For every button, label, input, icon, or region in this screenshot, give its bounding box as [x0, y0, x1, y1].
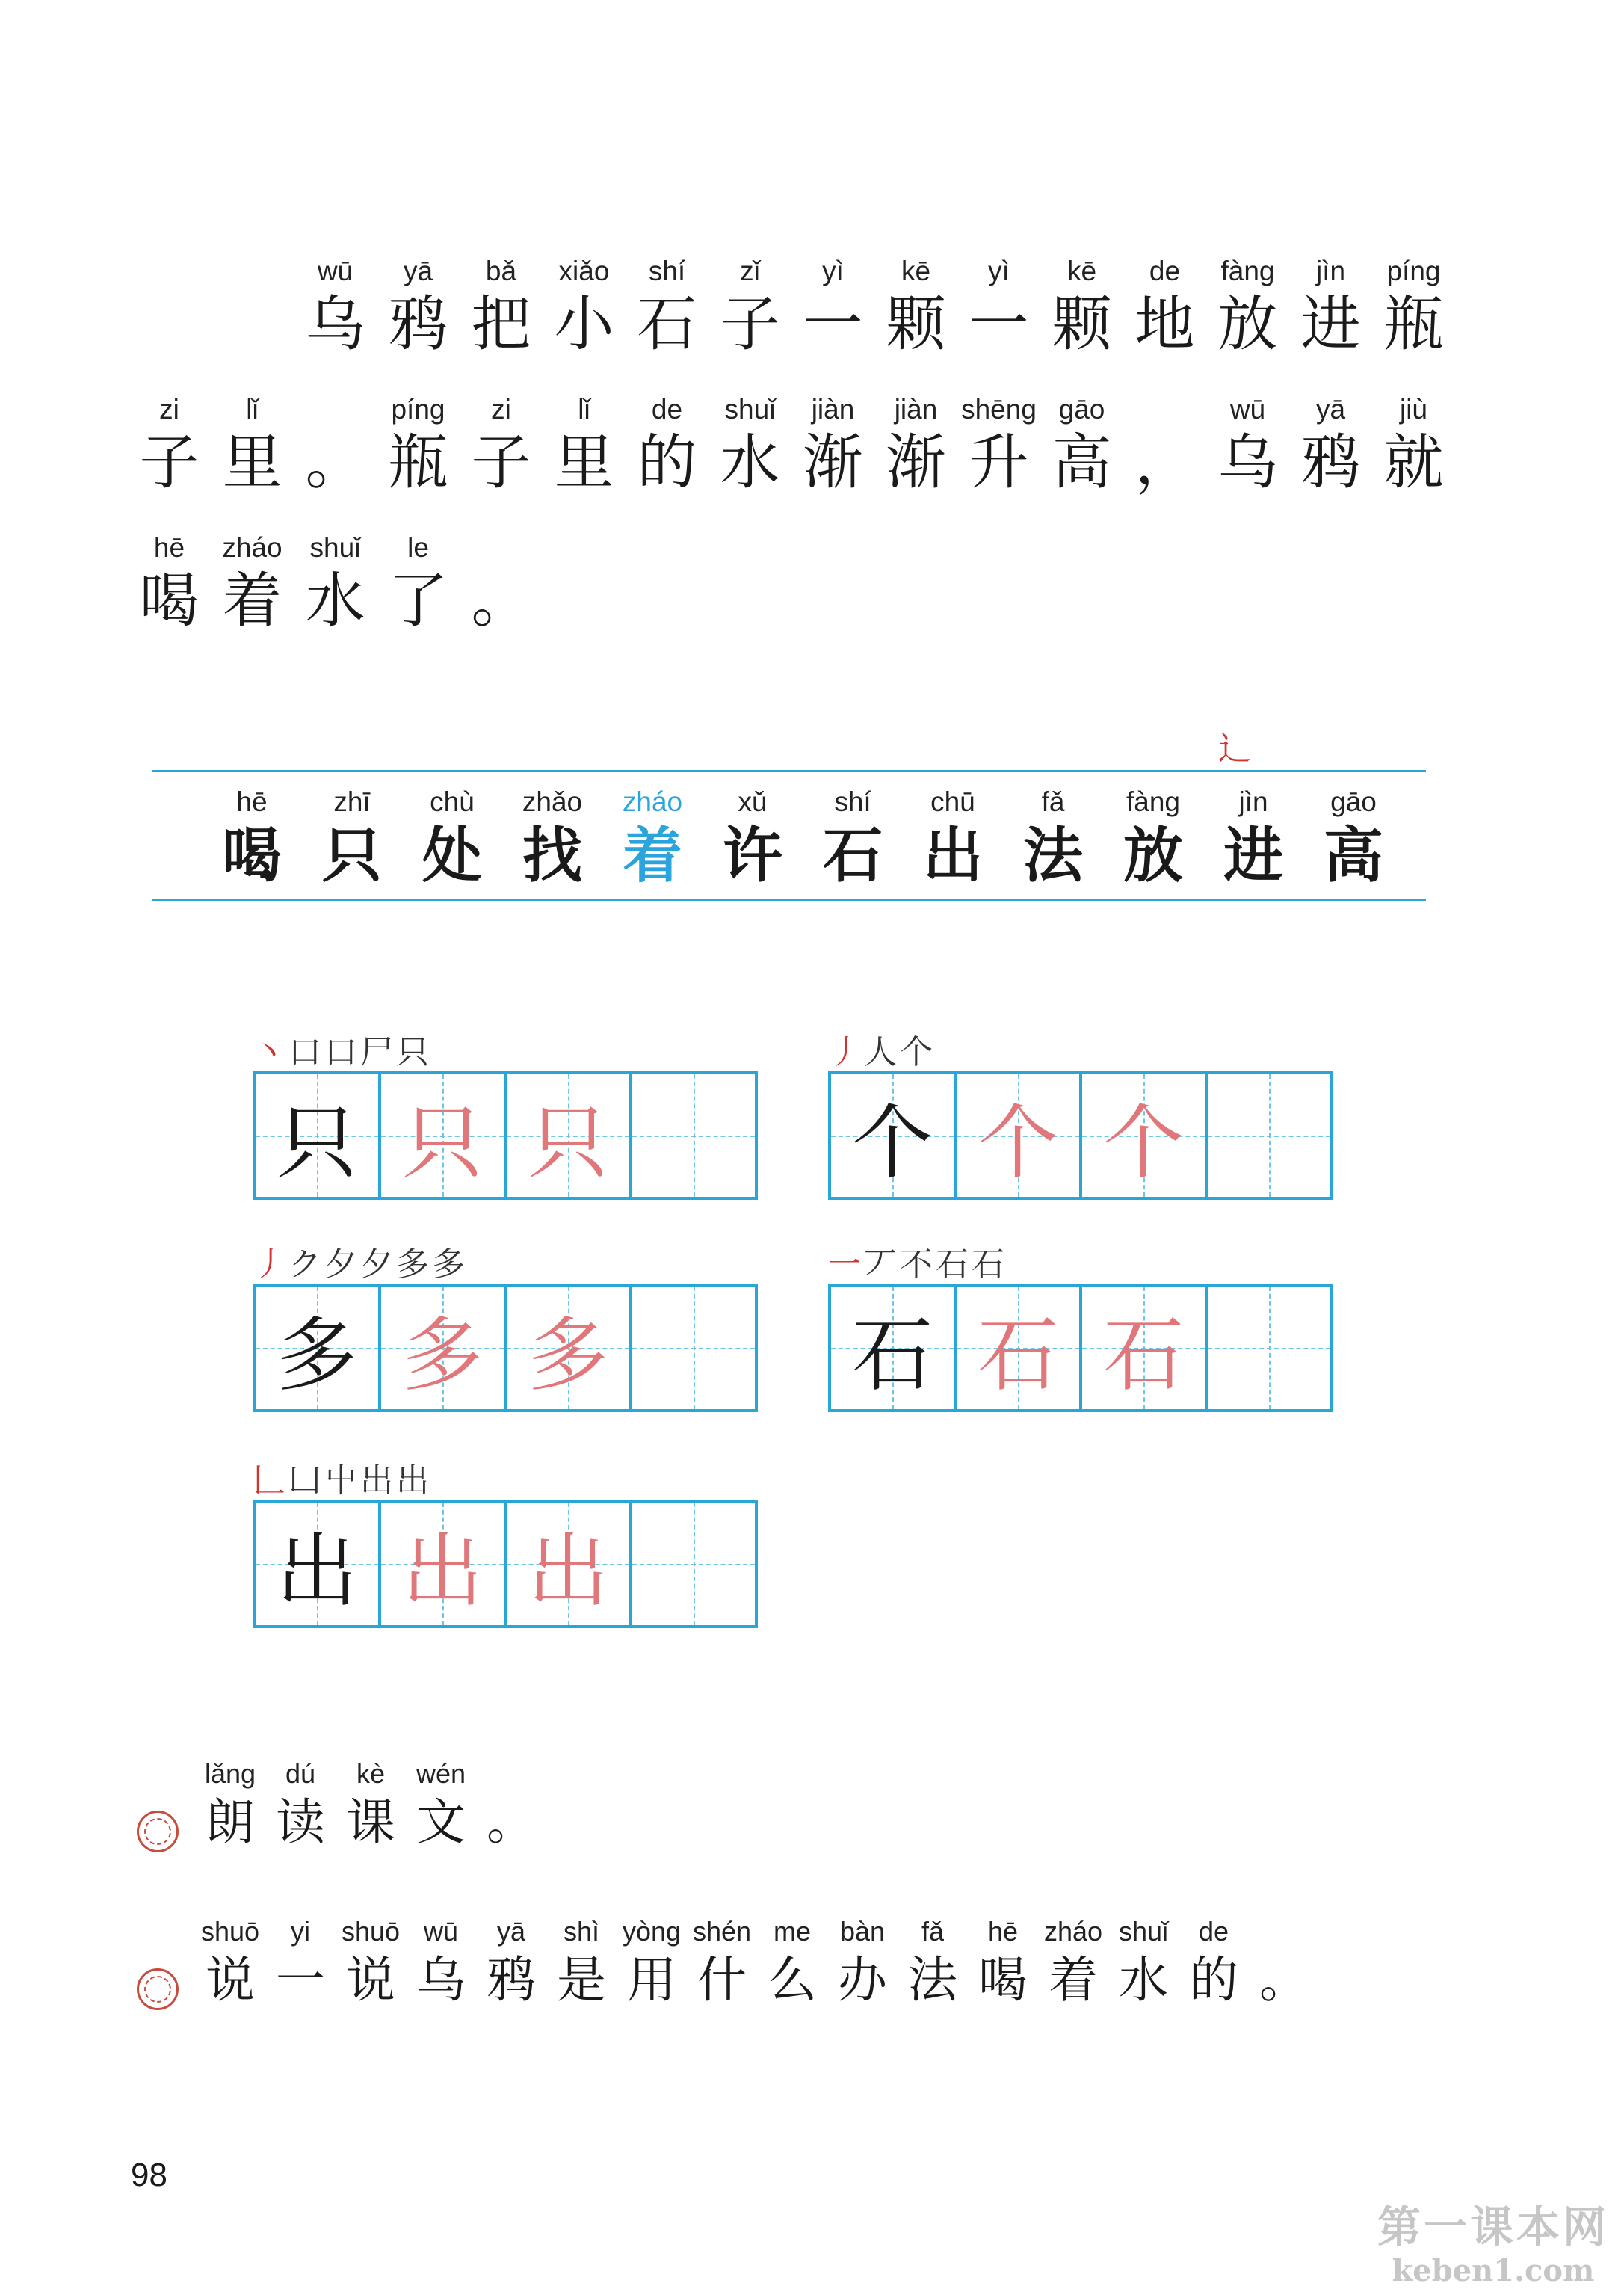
hanzi: 找	[522, 820, 582, 890]
hanzi: ，	[1134, 428, 1195, 497]
hanzi: 么	[768, 1951, 817, 2009]
stroke-step: 夕	[360, 1245, 396, 1284]
pinyin-char	[1123, 392, 1206, 499]
hanzi: 地	[1134, 289, 1195, 359]
pinyin-char	[202, 785, 302, 891]
trace-char: 出	[527, 1524, 608, 1618]
hanzi: 子	[139, 428, 200, 497]
pinyin-char	[265, 1757, 336, 1854]
model-char: 只	[276, 1096, 357, 1190]
stroke-step: 丿	[253, 1245, 288, 1284]
pinyin-char	[502, 785, 602, 891]
stroke-step: 口	[288, 1033, 324, 1071]
pinyin: zi	[491, 394, 511, 425]
pinyin-char	[377, 531, 460, 637]
hanzi: 里	[222, 428, 282, 497]
pinyin: kè	[356, 1758, 386, 1789]
stroke-step: 石	[972, 1245, 1007, 1284]
strip-top-rule	[152, 770, 1426, 772]
pinyin-char	[703, 785, 803, 891]
pinyin: chù	[430, 786, 475, 817]
hanzi: 进	[1223, 820, 1283, 890]
tianzige-grid	[253, 1500, 758, 1628]
hanzi: 水	[1119, 1951, 1168, 2009]
pinyin-char	[1108, 1914, 1179, 2012]
hanzi: 子	[471, 428, 531, 497]
hanzi: 的	[1189, 1951, 1238, 2009]
story-line-2	[128, 392, 1455, 499]
trace-char: 石	[977, 1308, 1058, 1402]
hanzi: 水	[305, 566, 365, 635]
pinyin: yā	[403, 256, 433, 286]
pinyin-char	[1206, 392, 1289, 499]
pinyin: fǎ	[1041, 786, 1065, 817]
pinyin-char	[336, 1914, 406, 2012]
model-cell	[831, 1074, 954, 1197]
stroke-step: 不	[900, 1245, 936, 1284]
pinyin-char	[1249, 1914, 1319, 2012]
watermark	[1377, 2201, 1609, 2289]
pinyin: jiàn	[894, 394, 938, 425]
hanzi: 说	[206, 1951, 255, 2009]
pinyin: wū	[317, 256, 353, 286]
story-line-3	[128, 531, 543, 637]
pinyin-char	[128, 531, 211, 637]
trace-char: 只	[401, 1096, 483, 1190]
pinyin-char	[460, 531, 543, 637]
hanzi: 读	[276, 1793, 325, 1851]
pinyin-char	[874, 392, 957, 499]
pinyin: yì	[988, 256, 1010, 286]
trace-char: 只	[527, 1096, 608, 1190]
pinyin: fàng	[1220, 256, 1275, 286]
pinyin: fàng	[1126, 786, 1180, 817]
hanzi: 许	[723, 820, 782, 890]
hanzi: 办	[838, 1951, 887, 2009]
model-char: 石	[851, 1308, 933, 1402]
stroke-step: 人	[864, 1033, 900, 1071]
pinyin-char	[476, 1914, 546, 2012]
stroke-order	[253, 1025, 432, 1073]
pinyin-char	[336, 1757, 406, 1854]
pinyin-char	[476, 1757, 546, 1854]
pinyin-char	[1103, 785, 1203, 891]
model-cell	[504, 1074, 629, 1197]
stroke-step: 出	[396, 1461, 432, 1500]
pinyin: zháo	[1043, 1916, 1103, 1947]
pinyin: zháo	[622, 786, 683, 817]
pinyin-char	[460, 392, 543, 499]
hanzi: 了	[388, 566, 448, 635]
hanzi: 用	[627, 1951, 676, 2009]
hanzi: 小	[554, 289, 614, 359]
stroke-step: 屮	[324, 1461, 360, 1500]
hanzi: 出	[923, 820, 983, 890]
pinyin: shuǐ	[1118, 1916, 1169, 1947]
pinyin-char	[294, 531, 377, 637]
pinyin: yòng	[622, 1916, 682, 1947]
pinyin-char	[543, 392, 626, 499]
hanzi: 渐	[803, 428, 863, 497]
stroke-step: ク	[288, 1245, 324, 1284]
hanzi: 。	[471, 566, 531, 635]
stroke-step: 口	[324, 1033, 360, 1071]
hanzi: 着	[623, 820, 682, 890]
pinyin-char	[791, 392, 874, 499]
hanzi: 着	[1049, 1951, 1098, 2009]
practice-cell[interactable]	[629, 1287, 755, 1409]
hanzi: 升	[969, 428, 1029, 497]
hanzi: 什	[697, 1951, 747, 2009]
pinyin: jìn	[1238, 786, 1268, 817]
pinyin-char	[803, 785, 903, 891]
page-number: 98	[131, 2157, 167, 2193]
stroke-step: 尸	[360, 1033, 396, 1071]
pinyin: fǎ	[921, 1916, 945, 1947]
pinyin-char	[377, 254, 460, 360]
stroke-order	[253, 1237, 468, 1285]
pinyin-char	[1203, 785, 1303, 891]
trace-char: 多	[401, 1308, 483, 1402]
pinyin: xiǎo	[558, 256, 610, 286]
trace-char: 石	[1102, 1308, 1184, 1402]
hanzi: 法	[908, 1951, 957, 2009]
stroke-step: 多	[396, 1245, 432, 1284]
hanzi: 一	[969, 289, 1029, 359]
model-cell	[504, 1503, 629, 1625]
pinyin-char	[687, 1914, 757, 2012]
pinyin: yi	[291, 1916, 310, 1947]
pinyin: lǐ	[578, 394, 590, 425]
stroke-step: 凵	[288, 1461, 324, 1500]
model-cell	[1079, 1287, 1205, 1409]
tianzige-grid	[828, 1071, 1333, 1200]
radical-note: 辶	[1218, 730, 1251, 768]
pinyin: jìn	[1315, 256, 1346, 286]
hanzi: 乌	[1217, 428, 1278, 497]
pinyin-char	[791, 254, 874, 360]
pinyin: kē	[1066, 256, 1097, 286]
pinyin: de	[1149, 256, 1181, 286]
pinyin: shuō	[200, 1916, 260, 1947]
pinyin: xǔ	[738, 786, 768, 817]
hanzi: 进	[1300, 289, 1361, 359]
pinyin-char	[377, 392, 460, 499]
pinyin-char	[406, 1914, 476, 2012]
pinyin: le	[407, 532, 429, 563]
hanzi: 一	[803, 289, 863, 359]
pinyin: shēng	[961, 394, 1037, 425]
pinyin-char	[211, 392, 294, 499]
pinyin: wū	[1229, 394, 1266, 425]
pinyin-char	[402, 785, 502, 891]
hanzi: 颗	[886, 289, 946, 359]
pinyin: de	[651, 394, 683, 425]
pinyin: de	[1198, 1916, 1229, 1947]
pinyin: zhǎo	[522, 786, 583, 817]
pinyin-char	[1303, 785, 1404, 891]
pinyin-char	[1372, 392, 1455, 499]
exercise-discuss	[195, 1914, 1319, 2012]
model-cell	[256, 1503, 378, 1625]
tianzige-grid	[253, 1071, 758, 1200]
pinyin-char	[626, 254, 708, 360]
pinyin: hē	[236, 786, 268, 817]
pinyin-char	[617, 1914, 687, 2012]
hanzi: 放	[1217, 289, 1278, 359]
pinyin: zi	[159, 394, 179, 425]
stroke-step: 出	[360, 1461, 396, 1500]
hanzi: 法	[1023, 820, 1083, 890]
pinyin-char	[957, 392, 1040, 499]
pinyin-char	[265, 1914, 336, 2012]
hanzi: 乌	[305, 289, 365, 359]
model-cell	[378, 1503, 504, 1625]
hanzi: 。	[305, 428, 365, 497]
hanzi: 喝	[978, 1951, 1028, 2009]
hanzi: 石	[637, 289, 697, 359]
recognize-characters	[202, 785, 1404, 891]
stroke-step: 只	[396, 1033, 432, 1071]
pinyin: yā	[496, 1916, 526, 1947]
pinyin-char	[757, 1914, 827, 2012]
hanzi: 放	[1123, 820, 1183, 890]
pinyin-char	[195, 1914, 265, 2012]
pinyin: shuǐ	[724, 394, 776, 425]
practice-cell[interactable]	[1205, 1287, 1330, 1409]
stroke-step: 多	[432, 1245, 468, 1284]
stroke-step: 𠃊	[253, 1461, 288, 1500]
pinyin: lǐ	[246, 394, 259, 425]
model-char: 个	[851, 1096, 933, 1190]
hanzi: 高	[1324, 820, 1383, 890]
hanzi: 瓶	[388, 428, 448, 497]
stroke-step: 丆	[864, 1245, 900, 1284]
hanzi: 处	[422, 820, 482, 890]
model-char: 出	[276, 1524, 357, 1618]
hanzi: 鸦	[487, 1951, 536, 2009]
hanzi: 说	[346, 1951, 395, 2009]
hanzi: 的	[637, 428, 697, 497]
pinyin: wén	[416, 1758, 466, 1789]
spiral-icon	[137, 1811, 179, 1852]
stroke-order	[253, 1453, 432, 1501]
pinyin-char	[294, 392, 377, 499]
pinyin-char	[957, 254, 1040, 360]
pinyin: wū	[423, 1916, 459, 1947]
pinyin: zǐ	[740, 256, 760, 286]
pinyin-char	[543, 254, 626, 360]
pinyin-char	[406, 1757, 476, 1854]
pinyin-char	[898, 1914, 968, 2012]
hanzi: 喝	[222, 820, 282, 890]
hanzi: 鸦	[1300, 428, 1361, 497]
pinyin: shuō	[341, 1916, 401, 1947]
model-cell	[378, 1074, 504, 1197]
stroke-step: 石	[936, 1245, 972, 1284]
pinyin: shí	[648, 256, 686, 286]
hanzi: 瓶	[1383, 289, 1444, 359]
practice-cell[interactable]	[629, 1503, 755, 1625]
pinyin-char	[602, 785, 703, 891]
trace-char: 出	[401, 1524, 483, 1618]
pinyin-char	[195, 1757, 265, 1854]
pinyin: kē	[901, 256, 931, 286]
pinyin: bǎ	[485, 256, 517, 286]
pinyin-char	[1123, 254, 1206, 360]
pinyin-char	[1003, 785, 1103, 891]
trace-char: 多	[527, 1308, 608, 1402]
model-cell	[256, 1074, 378, 1197]
pinyin-char	[302, 785, 402, 891]
pinyin: chū	[930, 786, 975, 817]
hanzi: 是	[557, 1951, 606, 2009]
model-cell	[378, 1287, 504, 1409]
pinyin: lǎng	[204, 1758, 256, 1789]
model-char: 多	[276, 1308, 357, 1402]
hanzi: 石	[823, 820, 883, 890]
hanzi: 高	[1052, 428, 1112, 497]
pinyin-char	[626, 392, 708, 499]
pinyin-char	[128, 392, 211, 499]
stroke-step: 夕	[324, 1245, 360, 1284]
hanzi: 朗	[206, 1793, 255, 1851]
pinyin: gāo	[1058, 394, 1105, 425]
pinyin: hē	[153, 532, 185, 563]
pinyin-char	[708, 392, 791, 499]
pinyin: dú	[285, 1758, 316, 1789]
pinyin-char	[874, 254, 957, 360]
hanzi: 喝	[139, 566, 200, 635]
pinyin: hē	[987, 1916, 1019, 1947]
practice-cell[interactable]	[1205, 1074, 1330, 1197]
hanzi: 一	[276, 1951, 325, 2009]
pinyin: píng	[391, 394, 445, 425]
pinyin-char	[546, 1914, 617, 2012]
pinyin: shuǐ	[309, 532, 361, 563]
hanzi: 颗	[1052, 289, 1112, 359]
pinyin-char	[1289, 392, 1372, 499]
pinyin-char	[460, 254, 543, 360]
hanzi: 鸦	[388, 289, 448, 359]
exercise-read-aloud	[195, 1757, 546, 1854]
model-cell	[954, 1074, 1079, 1197]
model-cell	[504, 1287, 629, 1409]
hanzi: 文	[416, 1793, 466, 1851]
pinyin-char	[1372, 254, 1455, 360]
watermark-title: 第一课本网	[1377, 2202, 1609, 2252]
hanzi: 只	[322, 820, 382, 890]
hanzi: 课	[346, 1793, 395, 1851]
stroke-order	[828, 1237, 1007, 1285]
pinyin: me	[773, 1916, 811, 1947]
pinyin: zháo	[222, 532, 282, 563]
hanzi: 水	[720, 428, 780, 497]
stroke-order	[828, 1025, 936, 1073]
pinyin-char	[903, 785, 1003, 891]
pinyin: gāo	[1330, 786, 1377, 817]
stroke-step: 一	[828, 1245, 864, 1284]
pinyin-char	[1040, 254, 1123, 360]
pinyin-char	[294, 254, 377, 360]
tianzige-grid	[828, 1284, 1333, 1412]
tianzige-grid	[253, 1284, 758, 1412]
pinyin-char	[708, 254, 791, 360]
hanzi: 子	[720, 289, 780, 359]
pinyin: zhī	[333, 786, 371, 817]
hanzi: 渐	[886, 428, 946, 497]
pinyin: jiàn	[811, 394, 855, 425]
stroke-step: 丿	[828, 1033, 864, 1071]
pinyin-char	[1206, 254, 1289, 360]
watermark-url: keben1.com	[1392, 2253, 1595, 2288]
pinyin-char	[211, 531, 294, 637]
spiral-icon	[137, 1968, 179, 2010]
pinyin: shén	[692, 1916, 752, 1947]
stroke-step: 个	[900, 1033, 936, 1071]
pinyin: jiù	[1399, 394, 1428, 425]
pinyin: píng	[1386, 256, 1441, 286]
pinyin-char	[1038, 1914, 1108, 2012]
strip-bottom-rule	[152, 899, 1426, 901]
trace-char: 个	[1102, 1096, 1184, 1190]
pinyin-char	[827, 1914, 898, 2012]
hanzi: 乌	[416, 1951, 466, 2009]
trace-char: 个	[977, 1096, 1058, 1190]
pinyin-char	[968, 1914, 1038, 2012]
pinyin: bàn	[839, 1916, 886, 1947]
model-cell	[831, 1287, 954, 1409]
hanzi: 。	[487, 1793, 536, 1851]
model-cell	[954, 1287, 1079, 1409]
stroke-step: 丶	[253, 1033, 288, 1071]
pinyin: yā	[1315, 394, 1346, 425]
hanzi: 着	[222, 566, 282, 635]
pinyin-char	[1179, 1914, 1249, 2012]
model-cell	[1079, 1074, 1205, 1197]
hanzi: 。	[1259, 1951, 1309, 2009]
pinyin-char	[1040, 392, 1123, 499]
hanzi: 把	[471, 289, 531, 359]
story-line-1	[294, 254, 1455, 360]
pinyin: shì	[563, 1916, 600, 1947]
model-cell	[256, 1287, 378, 1409]
practice-cell[interactable]	[629, 1074, 755, 1197]
pinyin: shí	[834, 786, 871, 817]
hanzi: 里	[554, 428, 614, 497]
pinyin-char	[1289, 254, 1372, 360]
pinyin: yì	[822, 256, 844, 286]
hanzi: 就	[1383, 428, 1444, 497]
